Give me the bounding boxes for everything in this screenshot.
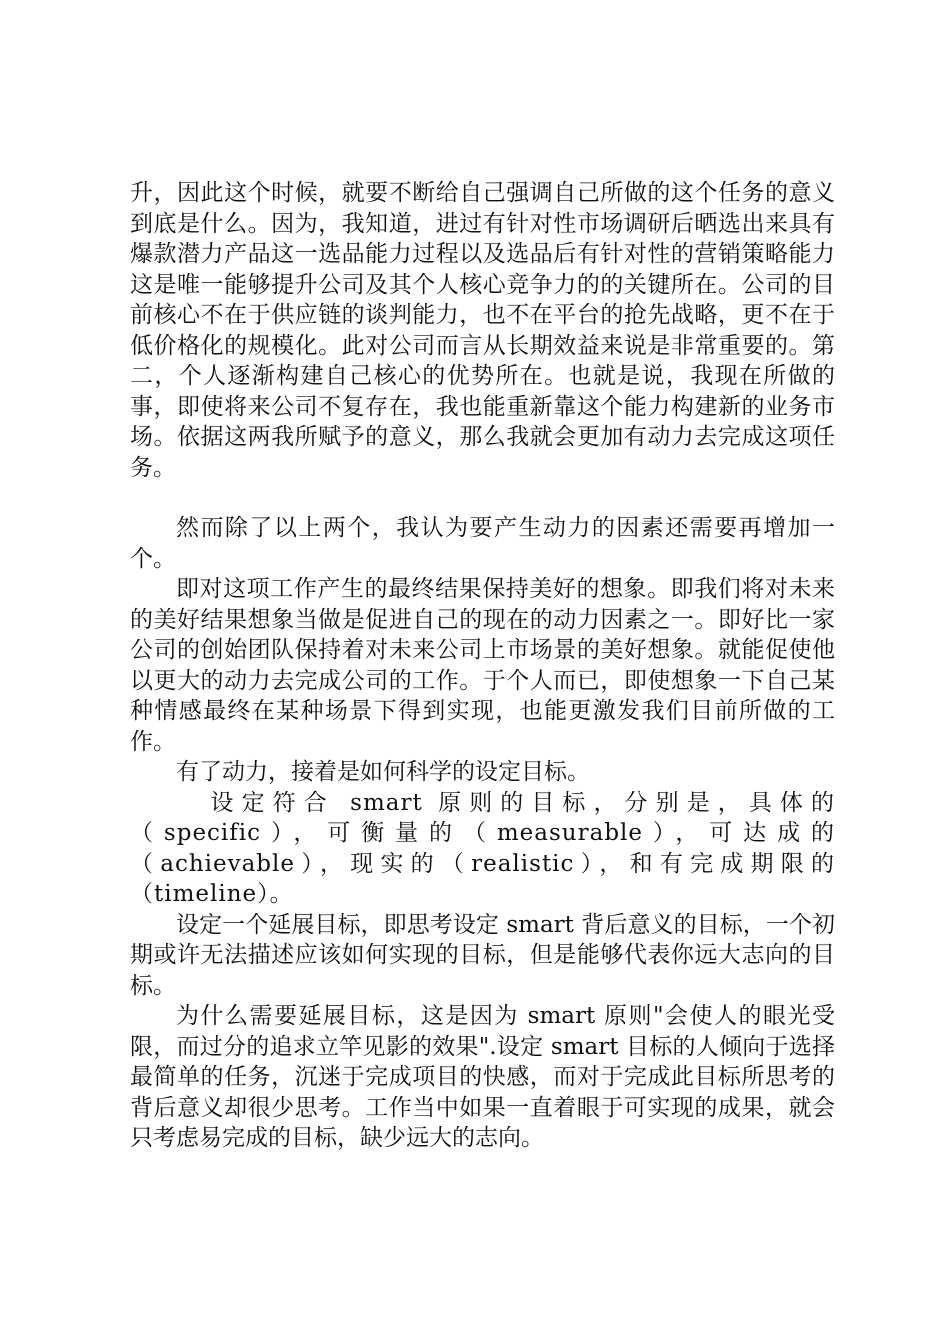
paragraph-smart-principle: 设定符合 smart 原则的目标，分别是，具体的（specific），可衡量的（measurable），可达成的（achievable），现实的（realistic），和有完成期限的（timeline）。	[130, 789, 835, 907]
paragraph-why-stretch-goal: 为什么需要延展目标，这是因为 smart 原则"会使人的眼光受限，而过分的追求立竿见影的效果".设定 smart 目标的人倾向于选择最简单的任务，沉迷于完成项目的快感，而对于完成此目标所思考的背后意义却很少思考。工作当中如果一直着眼于可实现的成果，就会只考虑易完成的目标，缺少远大的志向。	[130, 1003, 835, 1151]
paragraph-imagination: 即对这项工作产生的最终结果保持美好的想象。即我们将对未来的美好结果想象当做是促进自己的现在的动力因素之一。即好比一家公司的创始团队保持着对未来公司上市场景的美好想象。就能促使他以更大的动力去完成公司的工作。于个人而已，即使想象一下自己某种情感最终在某种场景下得到实现，也能更激发我们目前所做的工作。	[130, 576, 835, 755]
paragraph-stretch-goal: 设定一个延展目标，即思考设定 smart 背后意义的目标，一个初期或许无法描述应该如何实现的目标，但是能够代表你远大志向的目标。	[130, 911, 835, 999]
paragraph-motivation-meaning: 升，因此这个时候，就要不断给自己强调自己所做的这个任务的意义到底是什么。因为，我知道，进过有针对性市场调研后晒选出来具有爆款潜力产品这一选品能力过程以及选品后有针对性的营销策略能力这是唯一能够提升公司及其个人核心竞争力的的关键所在。公司的目前核心不在于供应链的谈判能力，也不在平台的抢先战略，更不在于低价格化的规模化。此对公司而言从长期效益来说是非常重要的。第二，个人逐渐构建自己核心的优势所在。也就是说，我现在所做的事，即使将来公司不复存在，我也能重新靠这个能力构建新的业务市场。依据这两我所赋予的意义，那么我就会更加有动力去完成这项任务。	[130, 180, 835, 481]
paragraph-additional-factor: 然而除了以上两个，我认为要产生动力的因素还需要再增加一个。	[130, 515, 835, 572]
document-body	[130, 178, 835, 1154]
paragraph-setting-goals-intro: 有了动力，接着是如何科学的设定目标。	[176, 759, 590, 785]
